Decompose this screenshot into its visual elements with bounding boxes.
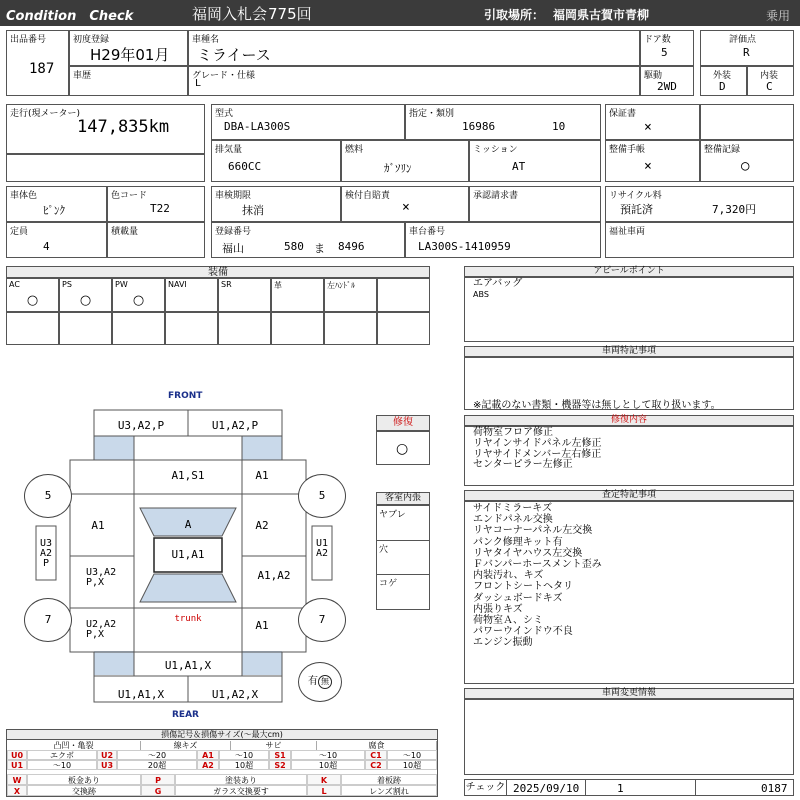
special-title: 車両特記事項 bbox=[464, 346, 794, 357]
interior-box bbox=[747, 66, 794, 96]
inspector-line-12: パワーウインドウ不良 bbox=[473, 626, 573, 638]
cabin-title: 客室内張 bbox=[376, 492, 430, 505]
mirror-left: U3 A2 P bbox=[39, 538, 53, 569]
legend-row1-3: ～20 bbox=[117, 750, 197, 760]
repair-content-line-2: リヤインサイドパネル左修正 bbox=[473, 437, 602, 449]
legend-row1-9: ～10 bbox=[387, 750, 437, 760]
capacity-label: 定員 bbox=[10, 227, 29, 237]
approval-box bbox=[469, 186, 601, 222]
fuel: ｶﾞｿﾘﾝ bbox=[384, 162, 412, 175]
inspector-line-13: エンジン振動 bbox=[473, 637, 533, 649]
warranty: × bbox=[644, 120, 652, 135]
legend-row2-1: ～10 bbox=[27, 760, 97, 770]
tire-rear-right: 7 bbox=[298, 598, 346, 642]
spare-tire bbox=[298, 662, 342, 702]
tire-rear-left: 7 bbox=[24, 598, 72, 642]
equipment-blank-1 bbox=[59, 312, 112, 345]
cabin-item-burn: コゲ bbox=[379, 579, 398, 589]
panel-hood-right: A1 bbox=[255, 469, 269, 482]
legend-row4-4: L bbox=[307, 785, 341, 796]
legend-row2-3: 20超 bbox=[117, 760, 197, 770]
check-num: 1 bbox=[617, 782, 624, 795]
equipment-blank-6 bbox=[324, 312, 377, 345]
warranty-label: 保証書 bbox=[609, 109, 637, 119]
score-label: 評価点 bbox=[729, 35, 757, 45]
legend-row1-8: C1 bbox=[365, 750, 387, 760]
spare-value: 無 bbox=[318, 675, 332, 689]
spare-label: 有 bbox=[308, 676, 318, 687]
inspector-line-3: リヤコーナーパネル左交換 bbox=[473, 525, 593, 537]
panel-left-front: A1 bbox=[91, 519, 105, 532]
equipment-header-3: NAVI bbox=[165, 278, 218, 312]
legend-row1-5: ～10 bbox=[219, 750, 269, 760]
rear-label: REAR bbox=[172, 710, 199, 720]
legend-row2-2: U3 bbox=[97, 760, 117, 770]
color-label: 車体色 bbox=[10, 191, 38, 201]
equipment-value-6 bbox=[324, 292, 377, 312]
panel-top-left: U3,A2,P bbox=[117, 419, 165, 432]
inspection-label: 車検期限 bbox=[215, 191, 252, 201]
designation: 16986 bbox=[462, 120, 496, 133]
equipment-grid bbox=[6, 278, 430, 345]
capacity-box bbox=[6, 222, 107, 258]
warranty-box bbox=[605, 104, 700, 140]
inspector-line-4: パンク修理キット有 bbox=[473, 536, 563, 548]
equipment-header-6: 左ﾊﾝﾄﾞﾙ bbox=[324, 278, 377, 312]
inspector-line-5: リヤタイヤハウス左交換 bbox=[473, 547, 583, 559]
check-date: 2025/09/10 bbox=[513, 782, 580, 795]
load-box bbox=[107, 222, 205, 258]
inspector-line-8: フロントシートヘタリ bbox=[473, 581, 573, 593]
legend-row4-1: 交換跡 bbox=[27, 785, 141, 796]
equipment-value-2: ○ bbox=[132, 293, 145, 308]
repair-content-line-1: 荷物室フロア修正 bbox=[473, 427, 553, 438]
legend-row3-0: W bbox=[7, 774, 27, 785]
plate-box bbox=[211, 222, 405, 258]
inspector-line-1: サイドミラーキズ bbox=[473, 503, 553, 514]
legend-row1-0: U0 bbox=[7, 750, 27, 760]
legend-row3-3: 塗装あり bbox=[175, 774, 307, 785]
approval-label: 承認請求書 bbox=[473, 191, 519, 201]
model-label: 型式 bbox=[215, 109, 234, 119]
legend-row3-1: 板金あり bbox=[27, 774, 141, 785]
legend-row3-4: K bbox=[307, 774, 341, 785]
manual-label: 整備手帳 bbox=[609, 145, 646, 155]
special-box bbox=[464, 357, 794, 410]
designation-box bbox=[405, 104, 601, 140]
special-note: ※記載のない書類・機器等は無しとして取り扱います。 bbox=[473, 400, 721, 411]
doors-box bbox=[640, 30, 694, 66]
equipment-blank-0 bbox=[6, 312, 59, 345]
plate-area: 福山 bbox=[222, 242, 244, 255]
legend-row2-0: U1 bbox=[7, 760, 27, 770]
mileage-blank bbox=[6, 154, 205, 182]
pickup-place: 福岡県古賀市青柳 bbox=[553, 8, 650, 22]
exterior-box bbox=[700, 66, 747, 96]
legend-col-3: 腐食 bbox=[317, 741, 437, 750]
inspection-box bbox=[211, 186, 341, 222]
panel-hood: A1,S1 bbox=[171, 469, 205, 482]
load-label: 積載量 bbox=[111, 227, 139, 237]
color-code-label: 色コード bbox=[111, 191, 148, 201]
inspector-line-9: ダッシュボードキズ bbox=[473, 592, 563, 604]
footer-box bbox=[464, 779, 794, 796]
equipment-header-4: SR bbox=[218, 278, 271, 312]
exterior-label: 外装 bbox=[713, 71, 732, 81]
panel-rear-center: U1,A1,X bbox=[164, 659, 212, 672]
recycle-status: 預託済 bbox=[620, 203, 653, 216]
equipment-title: 装備 bbox=[6, 266, 430, 278]
exterior: D bbox=[719, 80, 726, 93]
chassis-label: 車台番号 bbox=[409, 227, 446, 237]
legend-row3-2: P bbox=[141, 774, 175, 785]
insurance: × bbox=[402, 200, 410, 215]
plate-number: 8496 bbox=[338, 240, 365, 253]
panel-right-front: A2 bbox=[255, 519, 269, 532]
drive-label: 駆動 bbox=[644, 71, 663, 81]
legend-col-2: サビ bbox=[231, 741, 317, 750]
car-diagram bbox=[0, 386, 376, 726]
legend-row2-9: 10超 bbox=[387, 760, 437, 770]
repair-content-line-3: リヤサイドメンバー左右修正 bbox=[473, 448, 602, 460]
equipment-header-1: PS bbox=[59, 278, 112, 312]
color-code-box bbox=[107, 186, 205, 222]
equipment-value-4 bbox=[218, 292, 271, 312]
legend-box bbox=[6, 729, 438, 797]
legend-row1-6: S1 bbox=[269, 750, 291, 760]
pickup-label: 引取場所： bbox=[484, 8, 545, 22]
legend-row2-7: 10超 bbox=[291, 760, 365, 770]
plate-label: 登録番号 bbox=[215, 227, 252, 237]
change-box bbox=[464, 699, 794, 775]
plate-class: 580 bbox=[284, 240, 304, 253]
legend-row1-4: A1 bbox=[197, 750, 219, 760]
car-name-box bbox=[188, 30, 640, 66]
first-reg-label: 初度登録 bbox=[73, 35, 110, 45]
fuel-box bbox=[341, 140, 469, 182]
displacement-box bbox=[211, 140, 341, 182]
legend-row2-8: C2 bbox=[365, 760, 387, 770]
equipment-blank-4 bbox=[218, 312, 271, 345]
grade: L bbox=[195, 78, 202, 89]
record: ○ bbox=[741, 158, 750, 174]
displacement-label: 排気量 bbox=[215, 145, 243, 155]
cabin-box bbox=[376, 505, 430, 610]
plate-kana: ま bbox=[314, 242, 325, 255]
recycle-fee: 7,320円 bbox=[712, 203, 757, 216]
equipment-value-1: ○ bbox=[79, 293, 92, 308]
score-box bbox=[700, 30, 794, 66]
first-reg-box bbox=[69, 30, 188, 66]
inspector-line-2: エンドパネル交換 bbox=[473, 514, 553, 526]
repair-content-title: 修復内容 bbox=[464, 415, 794, 426]
legend-title: 損傷記号＆損傷サイズ(～最大cm) bbox=[7, 730, 437, 740]
record-label: 整備記録 bbox=[704, 145, 741, 155]
panel-roof: U1,A1 bbox=[171, 548, 205, 561]
equipment-header-2: PW bbox=[112, 278, 165, 312]
inspector-line-10: 内張りキズ bbox=[473, 603, 523, 615]
first-reg: H29年01月 bbox=[90, 46, 170, 64]
equipment-blank-5 bbox=[271, 312, 324, 345]
panel-bottom-right: U1,A2,X bbox=[211, 688, 259, 701]
cabin-item-hole: 穴 bbox=[379, 545, 389, 555]
mission-box bbox=[469, 140, 601, 182]
recycle-label: リサイクル料 bbox=[609, 191, 662, 201]
interior-label: 内装 bbox=[760, 71, 779, 81]
inspection: 抹消 bbox=[242, 204, 264, 217]
appeal-line-2: ABS bbox=[473, 290, 489, 299]
equipment-value-0: ○ bbox=[26, 293, 39, 308]
grade-box bbox=[188, 66, 640, 96]
lot-label: 出品番号 bbox=[10, 35, 47, 45]
inspector-title: 査定特記事項 bbox=[464, 490, 794, 501]
repair-title: 修復 bbox=[376, 415, 430, 431]
warranty-blank bbox=[700, 104, 794, 140]
auction-number: 775回 bbox=[268, 5, 312, 23]
legend-row3-5: 着板跡 bbox=[341, 774, 437, 785]
mission-label: ミッション bbox=[473, 145, 518, 155]
welfare-box bbox=[605, 222, 794, 258]
doors-label: ドア数 bbox=[644, 35, 671, 45]
displacement: 660CC bbox=[228, 160, 262, 173]
doors: 5 bbox=[661, 46, 668, 59]
recycle-box bbox=[605, 186, 794, 222]
drive-box bbox=[640, 66, 694, 96]
panel-windshield: A bbox=[184, 518, 192, 531]
mileage-box bbox=[6, 104, 205, 154]
drive: 2WD bbox=[657, 80, 677, 93]
tire-front-right: 5 bbox=[298, 474, 346, 518]
color-box bbox=[6, 186, 107, 222]
car-name-label: 車種名 bbox=[192, 35, 220, 45]
repair-box bbox=[376, 431, 430, 465]
chassis: LA300S-1410959 bbox=[418, 240, 511, 253]
appeal-box bbox=[464, 277, 794, 342]
welfare-label: 福祉車両 bbox=[609, 227, 646, 237]
score: R bbox=[743, 46, 750, 59]
capacity: 4 bbox=[43, 240, 50, 253]
condition-check-title: Condition Check bbox=[6, 9, 134, 24]
panel-right-mid: A1,A2 bbox=[257, 569, 291, 582]
category: 乗用 bbox=[766, 9, 791, 23]
legend-col-1: 線キズ bbox=[141, 741, 231, 750]
lot-box bbox=[6, 30, 69, 96]
panel-bottom-left: U1,A1,X bbox=[117, 688, 165, 701]
appeal-line-1: エアバッグ bbox=[473, 278, 523, 289]
interior: C bbox=[766, 80, 773, 93]
panel-left-rear: U2,A2 P,X bbox=[86, 619, 117, 640]
model-box bbox=[211, 104, 405, 140]
legend-row4-2: G bbox=[141, 785, 175, 796]
panel-top-right: U1,A2,P bbox=[211, 419, 259, 432]
check-label: チェック bbox=[465, 782, 506, 793]
header-bar bbox=[0, 0, 800, 26]
inspector-line-7: 内装汚れ、キズ bbox=[473, 570, 544, 582]
manual: × bbox=[644, 159, 652, 174]
repair-content-line-4: センターピラー左修正 bbox=[473, 459, 573, 471]
appeal-title: アピールポイント bbox=[464, 266, 794, 277]
inspector-line-11: 荷物室Ａ、シミ bbox=[473, 615, 543, 626]
manual-box bbox=[605, 140, 700, 182]
panel-right-rear: A1 bbox=[255, 619, 269, 632]
color: ﾋﾟﾝｸ bbox=[43, 204, 65, 217]
designation-label: 指定・類別 bbox=[409, 109, 455, 119]
legend-row4-3: ガラス交換要す bbox=[175, 785, 307, 796]
inspector-line-6: Ｆバンパーホースメント歪み bbox=[473, 559, 602, 570]
equipment-value-5 bbox=[271, 292, 324, 312]
equipment-value-7 bbox=[377, 292, 430, 312]
repair-value: ○ bbox=[396, 441, 409, 457]
auction-name: 福岡入札会 bbox=[192, 5, 268, 23]
check-code: 0187 bbox=[761, 782, 788, 795]
lot-number: 187 bbox=[29, 61, 55, 77]
mileage-label: 走行(現メーター) bbox=[10, 109, 81, 119]
repair-content-box bbox=[464, 426, 794, 486]
history-label: 車歴 bbox=[73, 71, 92, 81]
change-title: 車両変更情報 bbox=[464, 688, 794, 699]
mirror-right: U1 A2 bbox=[315, 538, 329, 559]
equipment-blank-2 bbox=[112, 312, 165, 345]
legend-col-0: 凸凹・亀裂 bbox=[7, 741, 141, 750]
fuel-label: 燃料 bbox=[345, 145, 364, 155]
legend-row1-2: U2 bbox=[97, 750, 117, 760]
panel-left-mid: U3,A2 P,X bbox=[86, 567, 117, 588]
class-no: 10 bbox=[552, 120, 566, 133]
chassis-box bbox=[405, 222, 601, 258]
record-box bbox=[700, 140, 794, 182]
equipment-value-3 bbox=[165, 292, 218, 312]
legend-row4-5: レンズ割れ bbox=[341, 785, 437, 796]
legend-row1-1: エクボ bbox=[27, 750, 97, 760]
tire-front-left: 5 bbox=[24, 474, 72, 518]
mission: AT bbox=[512, 160, 526, 173]
trunk-label: trunk bbox=[174, 614, 202, 624]
legend-row2-6: S2 bbox=[269, 760, 291, 770]
legend-row1-7: ～10 bbox=[291, 750, 365, 760]
mileage: 147,835km bbox=[77, 117, 170, 137]
equipment-header-5: 革 bbox=[271, 278, 324, 312]
front-label: FRONT bbox=[168, 391, 203, 401]
equipment-header-0: AC bbox=[6, 278, 59, 312]
color-code: T22 bbox=[150, 202, 170, 215]
car-name: ミライース bbox=[197, 46, 271, 64]
legend-row2-4: A2 bbox=[197, 760, 219, 770]
equipment-blank-3 bbox=[165, 312, 218, 345]
legend-row4-0: X bbox=[7, 785, 27, 796]
equipment-blank-7 bbox=[377, 312, 430, 345]
legend-row2-5: 10超 bbox=[219, 760, 269, 770]
model: DBA-LA300S bbox=[224, 120, 291, 133]
insurance-box bbox=[341, 186, 469, 222]
cabin-item-tear: ヤブレ bbox=[379, 510, 406, 520]
inspector-box bbox=[464, 501, 794, 684]
history-box bbox=[69, 66, 188, 96]
insurance-label: 検付自賠責 bbox=[345, 191, 391, 201]
grade-label: グレード・仕様 bbox=[192, 71, 256, 81]
